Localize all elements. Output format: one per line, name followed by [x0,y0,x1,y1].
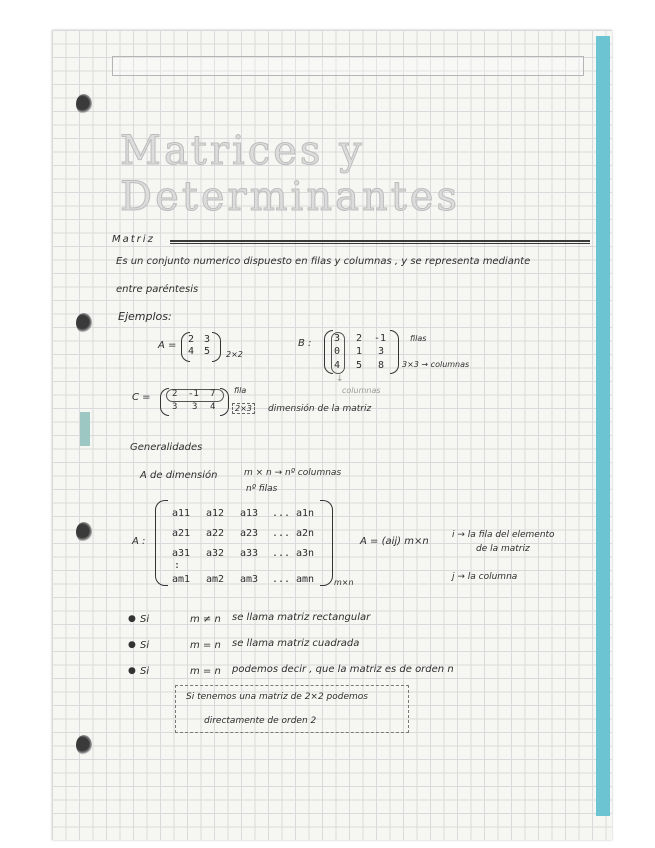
matrix-cell: ... [272,508,291,519]
matrix-cell: a22 [206,528,225,539]
heading-underline [170,243,590,244]
matrix-cell: 3 [334,333,341,344]
matrix-a-label: A = [158,340,177,351]
condition-text: se llama matriz rectangular [232,612,371,623]
matrix-cell: a1n [296,508,315,519]
matrix-bracket [155,500,168,586]
matrix-cell: a21 [172,528,191,539]
mxn-note: m × n → nº columnas [244,468,342,478]
matrix-cell: a32 [206,548,225,559]
matrix-cell: -1 [188,389,199,399]
matrix-bracket [212,332,221,362]
matrix-c-rows-note: fila [234,386,247,395]
matrix-cell: 3 [192,402,198,412]
matrix-cell: amn [296,574,315,585]
matrix-a-dimension: 2×2 [226,350,243,359]
i-note: i → la fila del elemento [452,530,555,540]
matrix-c-label: C = [132,392,151,403]
matrix-cell: a3n [296,548,315,559]
matrix-cell: 2 [172,389,178,399]
condition-expression: m = n [190,640,221,651]
matrix-cell: 8 [378,360,385,371]
examples-label: Ejemplos: [118,310,172,323]
side-tab [80,412,90,446]
definition-line-2: entre paréntesis [116,284,199,295]
aij-notation: A = (aij) m×n [360,536,429,547]
matrix-cell: 2 [356,333,363,344]
matrix-cell: 4 [188,346,195,357]
matrix-bracket [320,500,333,586]
note-line-1: Si tenemos una matriz de 2×2 podemos [186,692,368,702]
matrix-b-dimension-note: 3×3 → columnas [402,360,470,369]
matrix-cell: 3 [378,346,385,357]
i-note-continued: de la matriz [476,544,530,554]
matrix-cell: a23 [240,528,259,539]
matrix-cell: a11 [172,508,191,519]
general-matrix-label: A : [132,536,146,547]
matrix-cell: am2 [206,574,225,585]
matrix-cell: 3 [204,334,211,345]
arrow-icon: ↓ [336,374,344,384]
matrix-cell: -1 [374,333,387,344]
binder-hole [76,735,92,755]
binder-hole [76,313,92,333]
section-heading: Matriz [112,234,155,245]
matrix-cell: ... [272,548,291,559]
matrix-cell: 4 [210,402,216,412]
matrix-cell: a33 [240,548,259,559]
condition-text: podemos decir , que la matriz es de orden n [232,664,454,675]
bullet-icon: ● [128,614,136,624]
matrix-cell: 0 [334,346,341,357]
matrix-cell: a12 [206,508,225,519]
condition-expression: m ≠ n [190,614,221,625]
binder-hole [76,94,92,114]
filas-note: nº filas [246,484,278,494]
matrix-cell: ... [272,528,291,539]
matrix-b-rows-note: filas [410,334,427,343]
condition-expression: m = n [190,666,221,677]
binder-hole [76,522,92,542]
generalidades-heading: Generalidades [130,442,203,453]
bullet-icon: ● [128,666,136,676]
matrix-cell: a2n [296,528,315,539]
definition-line-1: Es un conjunto numerico dispuesto en filas y columnas , y se representa mediante [116,256,531,267]
matrix-cell: 3 [172,402,178,412]
bullet-icon: ● [128,640,136,650]
matrix-cell: 7 [210,389,216,399]
matrix-cell: 5 [204,346,211,357]
condition-prefix: Si [140,666,150,677]
note-line-2: directamente de orden 2 [204,716,317,726]
header-box [112,56,584,76]
matrix-c-dimension: 2×3 [232,403,255,414]
condition-prefix: Si [140,614,150,625]
j-note: j → la columna [452,572,518,582]
matrix-cell: am3 [240,574,259,585]
matrix-b-columns-note: columnas [342,386,381,395]
heading-underline [170,240,590,242]
matrix-cell: am1 [172,574,191,585]
matrix-cell: 2 [188,334,195,345]
matrix-cell: 5 [356,360,363,371]
matrix-cell: 1 [356,346,363,357]
page-title: Matrices y Determinantes [120,128,460,220]
matrix-cell: 4 [334,360,341,371]
matrix-cell: : [174,560,181,571]
dimension-label: A de dimensión [140,470,218,481]
matrix-cell: a31 [172,548,191,559]
condition-text: se llama matriz cuadrada [232,638,360,649]
condition-prefix: Si [140,640,150,651]
matrix-cell: ... [272,574,291,585]
general-matrix-dimension: m×n [334,578,354,587]
matrix-cell: a13 [240,508,259,519]
matrix-c-dimension-note: dimensión de la matriz [268,404,372,414]
matrix-b-label: B : [298,338,312,349]
matrix-bracket [390,330,399,374]
